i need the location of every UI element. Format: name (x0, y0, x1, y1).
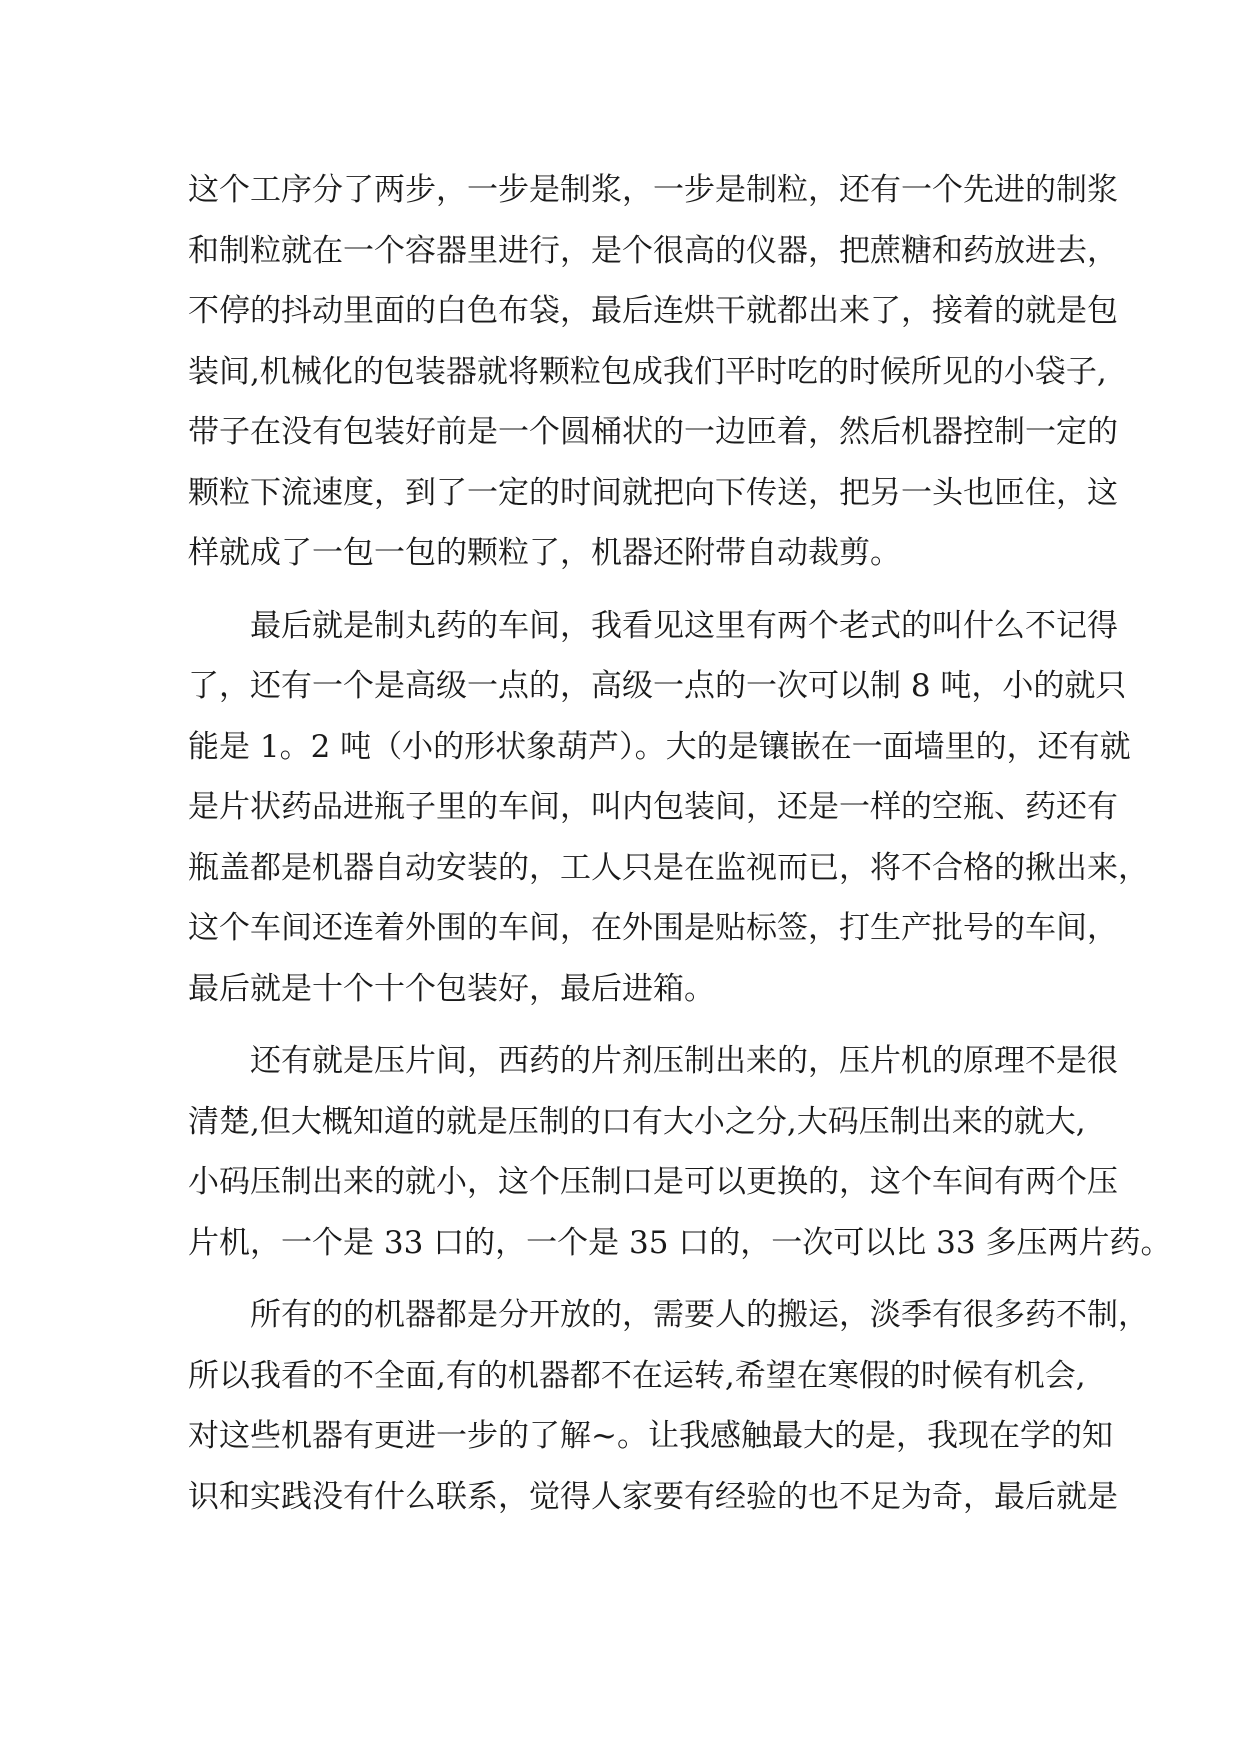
paragraph-1 (188, 160, 1118, 584)
paragraph-gap (188, 1019, 1058, 1031)
text-line: 和制粒就在一个容器里进行，是个很高的仪器，把蔗糖和药放进去， (188, 232, 1118, 269)
text-line: 这个车间还连着外围的车间，在外围是贴标签，打生产批号的车间， (188, 910, 1118, 946)
text-line: 这个工序分了两步，一步是制浆，一步是制粒，还有一个先进的制浆 (188, 172, 1118, 208)
text-line: 所以我看的不全面,有的机器都不在运转,希望在寒假的时候有机会, (188, 1357, 1086, 1394)
text-line: 不停的抖动里面的白色布袋，最后连烘干就都出来了，接着的就是包 (188, 293, 1118, 329)
paragraph-3 (188, 1031, 1172, 1273)
text-line: 片机，一个是 33 口的，一个是 35 口的，一次可以比 33 多压两片药。 (188, 1224, 1172, 1261)
text-line: 了，还有一个是高级一点的，高级一点的一次可以制 8 吨，小的就只 (188, 668, 1127, 704)
paragraph-4 (188, 1285, 1149, 1527)
text-line: 所有的的机器都是分开放的，需要人的搬运，淡季有很多药不制， (188, 1297, 1149, 1333)
text-line: 清楚,但大概知道的就是压制的口有大小之分,大码压制出来的就大, (188, 1103, 1086, 1140)
text-line: 样就成了一包一包的颗粒了，机器还附带自动裁剪。 (188, 535, 901, 571)
paragraph-gap (188, 1273, 1058, 1285)
text-line: 颗粒下流速度，到了一定的时间就把向下传送，把另一头也匝住，这 (188, 474, 1118, 511)
text-line: 最后就是十个十个包装好，最后进箱。 (188, 970, 715, 1007)
text-line: 小码压制出来的就小，这个压制口是可以更换的，这个车间有两个压 (188, 1164, 1118, 1200)
text-line: 对这些机器有更进一步的了解~。让我感触最大的是，我现在学的知 (188, 1418, 1113, 1454)
text-line: 带子在没有包装好前是一个圆桶状的一边匝着，然后机器控制一定的 (188, 414, 1118, 450)
text-line: 装间,机械化的包装器就将颗粒包成我们平时吃的时候所见的小袋子, (188, 353, 1107, 390)
text-line: 识和实践没有什么联系，觉得人家要有经验的也不足为奇，最后就是 (188, 1478, 1118, 1515)
body-text (188, 160, 1172, 1527)
text-line: 还有就是压片间，西药的片剂压制出来的，压片机的原理不是很 (188, 1043, 1118, 1079)
text-line: 瓶盖都是机器自动安装的，工人只是在监视而已，将不合格的揪出来， (188, 849, 1149, 886)
text-line: 能是 1。2 吨（小的形状象葫芦）。大的是镶嵌在一面墙里的，还有就 (188, 728, 1131, 765)
text-line: 最后就是制丸药的车间，我看见这里有两个老式的叫什么不记得 (188, 607, 1118, 644)
paragraph-2 (188, 596, 1149, 1020)
text-line: 是片状药品进瓶子里的车间，叫内包装间，还是一样的空瓶、药还有 (188, 789, 1118, 825)
paragraph-gap (188, 584, 1058, 596)
